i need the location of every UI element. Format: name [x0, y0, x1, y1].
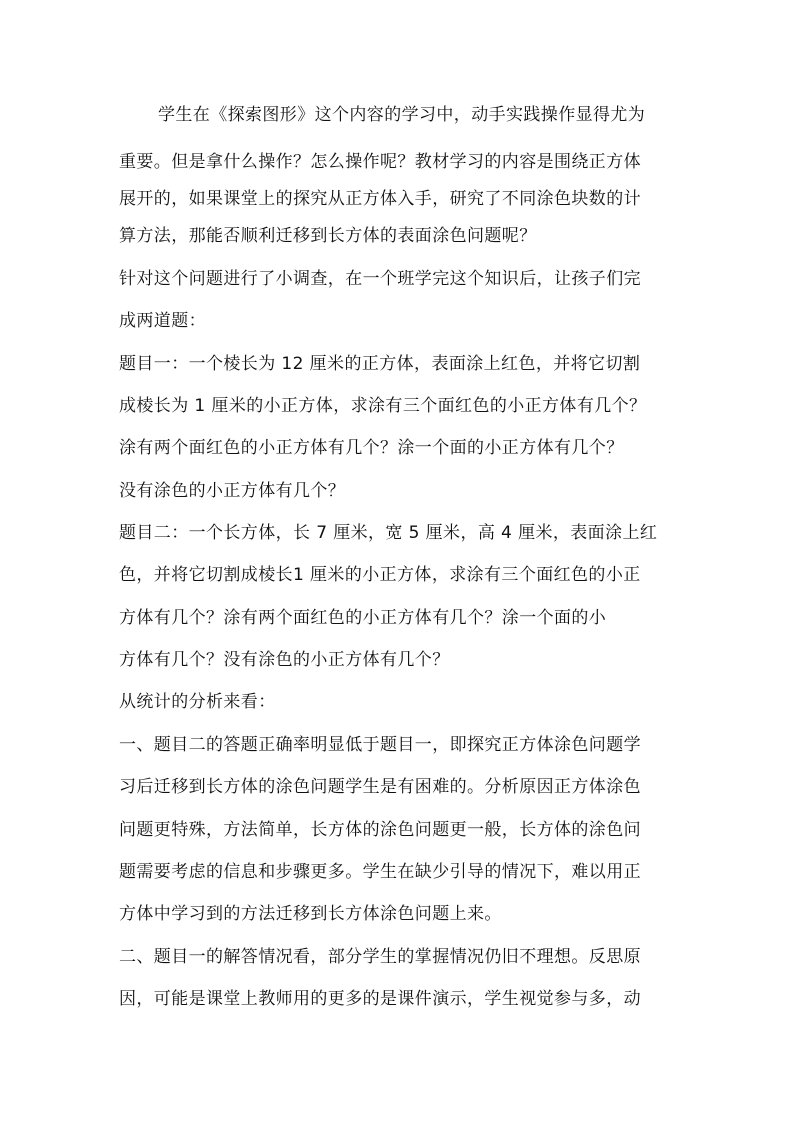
paragraph-line: 二、题目一的解答情况看，部分学生的掌握情况仍旧不理想。反思原: [119, 947, 641, 967]
paragraph-line: 色，并将它切割成棱长1 厘米的小正方体，求涂有三个面红色的小正: [119, 565, 641, 585]
paragraph-line: 成两道题：: [119, 311, 206, 331]
paragraph-line: 题目二：一个长方体，长 7 厘米，宽 5 厘米，高 4 厘米，表面涂上红: [119, 523, 658, 543]
paragraph-line: 因，可能是课堂上教师用的更多的是课件演示，学生视觉参与多，动: [119, 989, 641, 1009]
paragraph-line: 题需要考虑的信息和步骤更多。学生在缺少引导的情况下，难以用正: [119, 862, 641, 882]
paragraph-line: 没有涂色的小正方体有几个？: [119, 481, 346, 501]
paragraph-line: 涂有两个面红色的小正方体有几个？涂一个面的小正方体有几个？: [119, 438, 624, 458]
paragraph-line: 题目一：一个棱长为 12 厘米的正方体，表面涂上红色，并将它切割: [119, 354, 641, 374]
paragraph-line: 问题更特殊，方法简单，长方体的涂色问题更一般，长方体的涂色问: [119, 820, 641, 840]
paragraph-line: 习后迁移到长方体的涂色问题学生是有困难的。分析原因正方体涂色: [119, 777, 641, 797]
paragraph-line: 一、题目二的答题正确率明显低于题目一，即探究正方体涂色问题学: [119, 735, 641, 755]
paragraph-line: 算方法，那能否顺利迁移到长方体的表面涂色问题呢？: [119, 226, 537, 246]
paragraph-line: 针对这个问题进行了小调查，在一个班学完这个知识后，让孩子们完: [119, 269, 641, 289]
paragraph-line: 成棱长为 1 厘米的小正方体，求涂有三个面红色的小正方体有几个？: [119, 396, 647, 416]
paragraph-line: 展开的，如果课堂上的探究从正方体入手，研究了不同涂色块数的计: [119, 189, 641, 209]
paragraph-line: 学生在《探索图形》这个内容的学习中，动手实践操作显得尤为: [158, 105, 646, 125]
paragraph-line: 从统计的分析来看：: [119, 692, 276, 712]
paragraph-line: 方体有几个？涂有两个面红色的小正方体有几个？涂一个面的小: [119, 608, 607, 628]
paragraph-line: 方体有几个？没有涂色的小正方体有几个？: [119, 650, 450, 670]
paragraph-line: 重要。但是拿什么操作？怎么操作呢？教材学习的内容是围绕正方体: [119, 152, 641, 172]
paragraph-line: 方体中学习到的方法迁移到长方体涂色问题上来。: [119, 904, 502, 924]
